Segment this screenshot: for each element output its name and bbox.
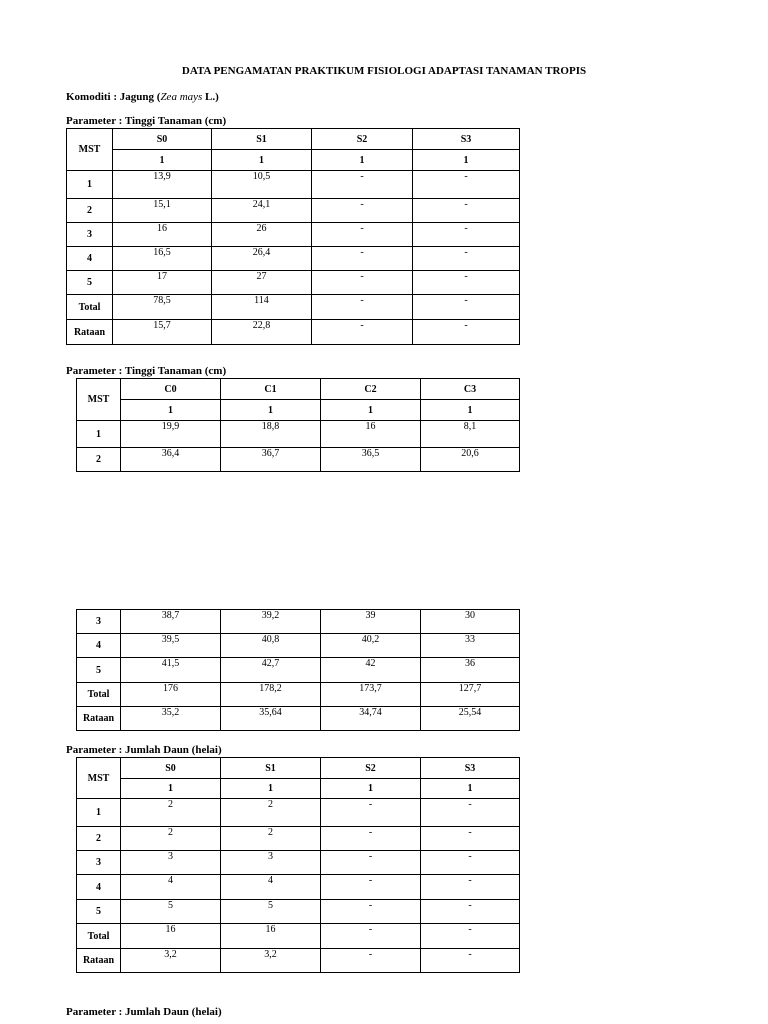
cell-value: 16 (321, 421, 421, 448)
cell-value: - (312, 320, 413, 345)
cell-value: 36,4 (121, 448, 221, 472)
data-table-daun-s (76, 757, 520, 973)
parameter-label-1: Parameter : Tinggi Tanaman (cm) (66, 115, 227, 127)
cell-value: - (321, 799, 421, 827)
cell-value: - (321, 900, 421, 924)
komoditi-suffix: L.) (202, 91, 219, 103)
cell-value: - (421, 949, 520, 973)
treatment-header: C2 (321, 379, 421, 400)
cell-value: 114 (212, 295, 312, 320)
cell-value: - (312, 295, 413, 320)
cell-value: 24,1 (212, 199, 312, 223)
cell-value: 42,7 (221, 658, 321, 683)
row-label: Total (67, 295, 113, 320)
cell-value: 36,5 (321, 448, 421, 472)
cell-value: - (312, 271, 413, 295)
table-row (77, 610, 520, 634)
cell-value: 19,9 (121, 421, 221, 448)
cell-value: 4 (121, 875, 221, 900)
cell-value: - (413, 199, 520, 223)
table-row (67, 295, 520, 320)
cell-value: 34,74 (321, 707, 421, 731)
table-row (77, 799, 520, 827)
cell-value: 8,1 (421, 421, 520, 448)
treatment-header: S0 (121, 758, 221, 779)
parameter-label-2: Parameter : Tinggi Tanaman (cm) (66, 365, 227, 377)
table-row (77, 448, 520, 472)
cell-value: - (421, 827, 520, 851)
cell-value: 16 (113, 223, 212, 247)
table-row (67, 247, 520, 271)
sub-header: 1 (113, 150, 212, 171)
row-label: 4 (77, 634, 121, 658)
parameter-label-4: Parameter : Jumlah Daun (helai) (66, 1006, 222, 1018)
cell-value: 3 (121, 851, 221, 875)
row-label: 2 (67, 199, 113, 223)
treatment-header: S3 (413, 129, 520, 150)
cell-value: 173,7 (321, 683, 421, 707)
row-label: Rataan (77, 707, 121, 731)
mst-header: MST (67, 129, 113, 171)
row-label: 5 (77, 900, 121, 924)
cell-value: 3 (221, 851, 321, 875)
cell-value: - (413, 320, 520, 345)
parameter-label-3: Parameter : Jumlah Daun (helai) (66, 744, 222, 756)
row-label: 2 (77, 448, 121, 472)
cell-value: 2 (221, 827, 321, 851)
cell-value: 20,6 (421, 448, 520, 472)
table-row (77, 851, 520, 875)
table-row (77, 875, 520, 900)
cell-value: 33 (421, 634, 520, 658)
sub-header: 1 (321, 400, 421, 421)
table-row (67, 223, 520, 247)
cell-value: 17 (113, 271, 212, 295)
row-label: 1 (67, 171, 113, 199)
sub-header: 1 (413, 150, 520, 171)
cell-value: 15,7 (113, 320, 212, 345)
cell-value: 35,64 (221, 707, 321, 731)
sub-header: 1 (121, 779, 221, 799)
treatment-header: C1 (221, 379, 321, 400)
cell-value: 42 (321, 658, 421, 683)
cell-value: - (421, 900, 520, 924)
cell-value: - (312, 171, 413, 199)
komoditi-prefix: Komoditi : Jagung ( (66, 91, 161, 103)
row-label: 5 (67, 271, 113, 295)
cell-value: - (413, 247, 520, 271)
treatment-header: C0 (121, 379, 221, 400)
cell-value: 4 (221, 875, 321, 900)
sub-header: 1 (212, 150, 312, 171)
table-row (67, 199, 520, 223)
sub-header: 1 (421, 779, 520, 799)
cell-value: 2 (121, 827, 221, 851)
row-label: Total (77, 683, 121, 707)
sub-header: 1 (312, 150, 413, 171)
row-label: 2 (77, 827, 121, 851)
row-label: Rataan (77, 949, 121, 973)
row-label: 3 (77, 851, 121, 875)
cell-value: 36 (421, 658, 520, 683)
cell-value: 27 (212, 271, 312, 295)
row-label: Rataan (67, 320, 113, 345)
cell-value: - (421, 851, 520, 875)
cell-value: 178,2 (221, 683, 321, 707)
table-row (77, 421, 520, 448)
row-label: Total (77, 924, 121, 949)
cell-value: 16 (221, 924, 321, 949)
row-label: 4 (67, 247, 113, 271)
row-label: 5 (77, 658, 121, 683)
cell-value: 78,5 (113, 295, 212, 320)
cell-value: 3,2 (221, 949, 321, 973)
cell-value: - (321, 949, 421, 973)
treatment-header: S1 (212, 129, 312, 150)
cell-value: - (321, 924, 421, 949)
mst-header: MST (77, 758, 121, 799)
table-row (67, 320, 520, 345)
cell-value: 2 (221, 799, 321, 827)
row-label: 1 (77, 421, 121, 448)
cell-value: - (421, 924, 520, 949)
cell-value: 5 (221, 900, 321, 924)
cell-value: 38,7 (121, 610, 221, 634)
table-row (77, 683, 520, 707)
cell-value: 176 (121, 683, 221, 707)
cell-value: 39,5 (121, 634, 221, 658)
cell-value: - (312, 247, 413, 271)
cell-value: 35,2 (121, 707, 221, 731)
cell-value: 18,8 (221, 421, 321, 448)
treatment-header: S1 (221, 758, 321, 779)
table-row (77, 707, 520, 731)
sub-header: 1 (321, 779, 421, 799)
cell-value: - (421, 875, 520, 900)
table-row (77, 949, 520, 973)
cell-value: - (321, 851, 421, 875)
cell-value: 41,5 (121, 658, 221, 683)
cell-value: 26,4 (212, 247, 312, 271)
cell-value: - (413, 223, 520, 247)
cell-value: 22,8 (212, 320, 312, 345)
row-label: 4 (77, 875, 121, 900)
treatment-header: C3 (421, 379, 520, 400)
data-table-tinggi-c-continued (76, 609, 520, 731)
cell-value: 13,9 (113, 171, 212, 199)
cell-value: 40,8 (221, 634, 321, 658)
table-row (67, 271, 520, 295)
cell-value: 5 (121, 900, 221, 924)
cell-value: 2 (121, 799, 221, 827)
sub-header: 1 (121, 400, 221, 421)
cell-value: - (312, 199, 413, 223)
row-label: 1 (77, 799, 121, 827)
table-row (67, 171, 520, 199)
cell-value: 10,5 (212, 171, 312, 199)
komoditi-line (66, 91, 219, 103)
table-row (77, 634, 520, 658)
treatment-header: S2 (312, 129, 413, 150)
komoditi-species: Zea mays (160, 91, 203, 103)
treatment-header: S3 (421, 758, 520, 779)
mst-header: MST (77, 379, 121, 421)
sub-header: 1 (221, 400, 321, 421)
row-label: 3 (67, 223, 113, 247)
table-row (77, 900, 520, 924)
cell-value: 25,54 (421, 707, 520, 731)
treatment-header: S0 (113, 129, 212, 150)
cell-value: - (321, 827, 421, 851)
cell-value: - (312, 223, 413, 247)
cell-value: 26 (212, 223, 312, 247)
row-label: 3 (77, 610, 121, 634)
data-table-tinggi-c (76, 378, 520, 472)
cell-value: - (413, 171, 520, 199)
cell-value: 39 (321, 610, 421, 634)
document-title: DATA PENGAMATAN PRAKTIKUM FISIOLOGI ADAPTASI TANAMAN TROPIS (181, 65, 587, 77)
cell-value: 16,5 (113, 247, 212, 271)
cell-value: - (413, 271, 520, 295)
cell-value: 16 (121, 924, 221, 949)
cell-value: 40,2 (321, 634, 421, 658)
cell-value: - (421, 799, 520, 827)
cell-value: 39,2 (221, 610, 321, 634)
cell-value: - (321, 875, 421, 900)
table-row (77, 827, 520, 851)
table-row (77, 658, 520, 683)
cell-value: 30 (421, 610, 520, 634)
cell-value: 127,7 (421, 683, 520, 707)
cell-value: 15,1 (113, 199, 212, 223)
cell-value: 36,7 (221, 448, 321, 472)
table-row (77, 924, 520, 949)
treatment-header: S2 (321, 758, 421, 779)
cell-value: 3,2 (121, 949, 221, 973)
data-table-tinggi-s (66, 128, 520, 345)
sub-header: 1 (221, 779, 321, 799)
cell-value: - (413, 295, 520, 320)
sub-header: 1 (421, 400, 520, 421)
